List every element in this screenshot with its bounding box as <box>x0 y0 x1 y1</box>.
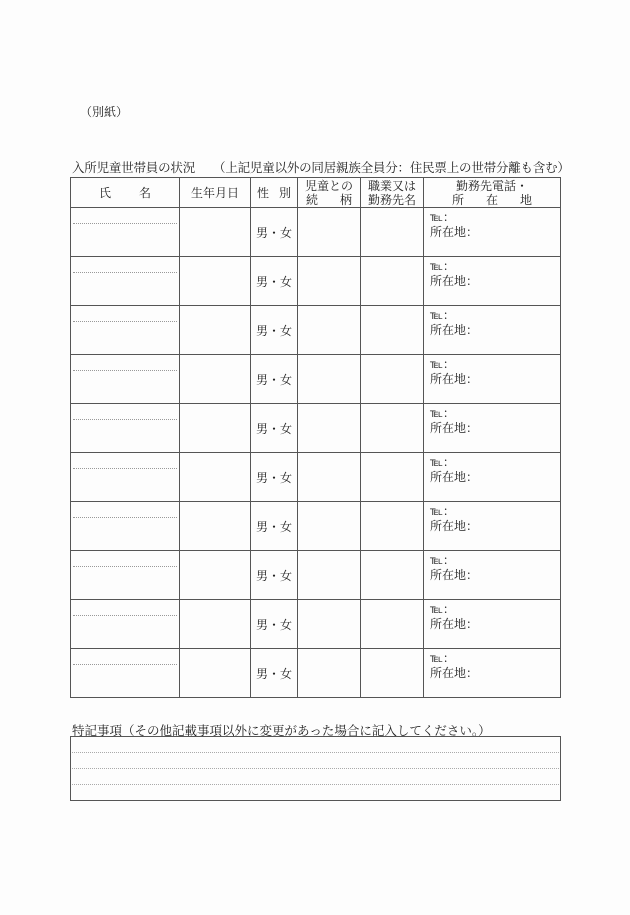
address-label: 所在地： <box>430 470 479 484</box>
birthdate-field[interactable] <box>180 257 251 306</box>
job-field[interactable] <box>361 453 424 502</box>
tel-label: ℡： <box>430 504 455 518</box>
furigana-dotted-line <box>73 615 177 616</box>
sex-choice[interactable]: 男・女 <box>251 306 298 355</box>
table-row <box>71 306 561 355</box>
name-field[interactable] <box>71 306 180 355</box>
birthdate-field[interactable] <box>180 453 251 502</box>
job-field[interactable] <box>361 208 424 257</box>
relation-field[interactable] <box>298 600 361 649</box>
table-row <box>71 208 561 257</box>
work-contact-field[interactable] <box>424 257 561 306</box>
attachment-label: （別紙） <box>80 105 129 119</box>
name-field[interactable] <box>71 453 180 502</box>
address-label: 所在地： <box>430 323 479 337</box>
work-contact-field[interactable] <box>424 600 561 649</box>
relation-field[interactable] <box>298 502 361 551</box>
table-row <box>71 355 561 404</box>
work-contact-field[interactable] <box>424 502 561 551</box>
relation-field[interactable] <box>298 355 361 404</box>
table-row <box>71 600 561 649</box>
table-row <box>71 257 561 306</box>
tel-label: ℡： <box>430 259 455 273</box>
furigana-dotted-line <box>73 419 177 420</box>
table-header-row <box>71 178 561 208</box>
table-row <box>71 649 561 698</box>
relation-field[interactable] <box>298 208 361 257</box>
furigana-dotted-line <box>73 566 177 567</box>
members-section-title <box>72 158 570 176</box>
name-field[interactable] <box>71 649 180 698</box>
address-label: 所在地： <box>430 372 479 386</box>
work-contact-field[interactable] <box>424 649 561 698</box>
relation-field[interactable] <box>298 306 361 355</box>
job-field[interactable] <box>361 502 424 551</box>
furigana-dotted-line <box>73 370 177 371</box>
address-label: 所在地： <box>430 225 479 239</box>
relation-field[interactable] <box>298 453 361 502</box>
name-field[interactable] <box>71 355 180 404</box>
header-sex: 性 別 <box>251 178 298 208</box>
sex-choice[interactable]: 男・女 <box>251 355 298 404</box>
name-field[interactable] <box>71 551 180 600</box>
birthdate-field[interactable] <box>180 551 251 600</box>
members-subtitle: （上記児童以外の同居親族全員分：住民票上の世帯分離も含む） <box>213 160 570 175</box>
household-members-table <box>70 177 561 698</box>
header-name: 氏 名 <box>71 178 180 208</box>
sex-choice[interactable]: 男・女 <box>251 649 298 698</box>
name-field[interactable] <box>71 208 180 257</box>
tel-label: ℡： <box>430 651 455 665</box>
notes-line <box>72 752 559 753</box>
header-relation: 児童との 続 柄 <box>298 178 361 208</box>
table-row <box>71 453 561 502</box>
tel-label: ℡： <box>430 553 455 567</box>
name-field[interactable] <box>71 257 180 306</box>
sex-choice[interactable]: 男・女 <box>251 404 298 453</box>
header-work-contact: 勤務先電話・ 所 在 地 <box>424 178 561 208</box>
furigana-dotted-line <box>73 272 177 273</box>
table-row <box>71 404 561 453</box>
birthdate-field[interactable] <box>180 355 251 404</box>
tel-label: ℡： <box>430 357 455 371</box>
address-label: 所在地： <box>430 519 479 533</box>
birthdate-field[interactable] <box>180 306 251 355</box>
job-field[interactable] <box>361 600 424 649</box>
sex-choice[interactable]: 男・女 <box>251 257 298 306</box>
sex-choice[interactable]: 男・女 <box>251 208 298 257</box>
address-label: 所在地： <box>430 274 479 288</box>
job-field[interactable] <box>361 257 424 306</box>
work-contact-field[interactable] <box>424 551 561 600</box>
tel-label: ℡： <box>430 455 455 469</box>
furigana-dotted-line <box>73 517 177 518</box>
birthdate-field[interactable] <box>180 649 251 698</box>
work-contact-field[interactable] <box>424 208 561 257</box>
address-label: 所在地： <box>430 568 479 582</box>
relation-field[interactable] <box>298 257 361 306</box>
name-field[interactable] <box>71 600 180 649</box>
job-field[interactable] <box>361 649 424 698</box>
job-field[interactable] <box>361 404 424 453</box>
notes-line <box>72 768 559 769</box>
notes-title: 特記事項（その他記載事項以外に変更があった場合に記入してください。） <box>72 723 491 738</box>
birthdate-field[interactable] <box>180 502 251 551</box>
sex-choice[interactable]: 男・女 <box>251 600 298 649</box>
job-field[interactable] <box>361 551 424 600</box>
birthdate-field[interactable] <box>180 208 251 257</box>
tel-label: ℡： <box>430 406 455 420</box>
furigana-dotted-line <box>73 321 177 322</box>
work-contact-field[interactable] <box>424 355 561 404</box>
work-contact-field[interactable] <box>424 306 561 355</box>
notes-line <box>72 784 559 785</box>
sex-choice[interactable]: 男・女 <box>251 502 298 551</box>
table-row <box>71 551 561 600</box>
tel-label: ℡： <box>430 308 455 322</box>
furigana-dotted-line <box>73 468 177 469</box>
sex-choice[interactable]: 男・女 <box>251 453 298 502</box>
table-row <box>71 502 561 551</box>
name-field[interactable] <box>71 502 180 551</box>
notes-input-area[interactable] <box>70 736 561 801</box>
tel-label: ℡： <box>430 210 455 224</box>
relation-field[interactable] <box>298 404 361 453</box>
furigana-dotted-line <box>73 223 177 224</box>
birthdate-field[interactable] <box>180 404 251 453</box>
address-label: 所在地： <box>430 421 479 435</box>
header-birthdate: 生年月日 <box>180 178 251 208</box>
members-title: 入所児童世帯員の状況 <box>72 160 196 175</box>
tel-label: ℡： <box>430 602 455 616</box>
work-contact-field[interactable] <box>424 453 561 502</box>
name-field[interactable] <box>71 404 180 453</box>
furigana-dotted-line <box>73 664 177 665</box>
birthdate-field[interactable] <box>180 600 251 649</box>
header-job: 職業又は 勤務先名 <box>361 178 424 208</box>
sex-choice[interactable]: 男・女 <box>251 551 298 600</box>
work-contact-field[interactable] <box>424 404 561 453</box>
relation-field[interactable] <box>298 551 361 600</box>
job-field[interactable] <box>361 306 424 355</box>
address-label: 所在地： <box>430 666 479 680</box>
relation-field[interactable] <box>298 649 361 698</box>
address-label: 所在地： <box>430 617 479 631</box>
job-field[interactable] <box>361 355 424 404</box>
